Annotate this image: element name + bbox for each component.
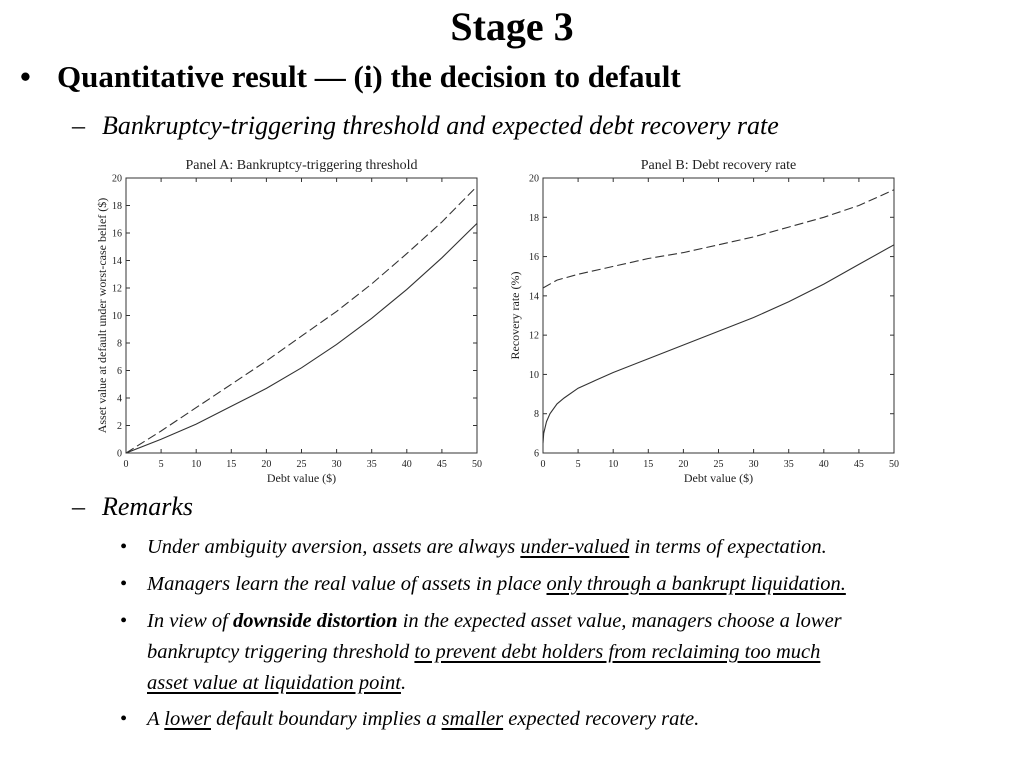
subheading-text: Bankruptcy-triggering threshold and expected debt recovery rate xyxy=(102,111,779,140)
y-tick-label: 14 xyxy=(529,291,539,303)
x-tick-label: 40 xyxy=(401,459,412,470)
y-tick-label: 6 xyxy=(534,448,539,460)
y-axis-label: Asset value at default under worst-case belief ($) xyxy=(95,197,109,434)
remarks-item xyxy=(72,491,193,523)
y-axis-label: Recovery rate (%) xyxy=(508,271,522,360)
y-tick-label: 8 xyxy=(117,338,122,350)
y-tick-label: 4 xyxy=(117,393,122,405)
bullet-icon: • xyxy=(20,59,31,94)
remarks-label: Remarks xyxy=(102,492,193,521)
y-tick-label: 12 xyxy=(529,330,539,342)
heading-bullet-item xyxy=(20,58,681,96)
remark-1-text: Under ambiguity aversion, assets are always xyxy=(147,536,521,558)
x-axis-label: Debt value ($) xyxy=(266,471,337,485)
x-tick-label: 30 xyxy=(748,459,759,470)
remark-item xyxy=(120,532,1020,563)
slide-title: Stage 3 xyxy=(450,4,574,49)
dash-icon: – xyxy=(72,492,85,521)
remark-4-underlined-smaller: smaller xyxy=(441,708,504,730)
y-tick-label: 10 xyxy=(529,369,539,381)
y-tick-label: 20 xyxy=(112,173,122,185)
x-tick-label: 30 xyxy=(331,459,342,470)
x-tick-label: 50 xyxy=(472,459,482,470)
x-tick-label: 15 xyxy=(643,459,654,470)
dashed-series-line xyxy=(126,186,477,453)
x-tick-label: 15 xyxy=(226,459,237,470)
remark-2-underlined: only through a bankrupt liquidation. xyxy=(546,573,846,595)
remark-3-bold: downside distortion xyxy=(232,610,398,632)
remark-item xyxy=(120,569,1020,600)
x-tick-label: 10 xyxy=(191,459,202,470)
x-tick-label: 5 xyxy=(575,459,581,470)
heading-text: Quantitative result — (i) the decision to default xyxy=(57,59,681,94)
remark-4-text-mid: default boundary implies a xyxy=(210,708,442,730)
remark-3-text-line2: bankruptcy triggering threshold xyxy=(147,641,415,663)
y-tick-label: 0 xyxy=(117,448,122,460)
y-tick-label: 16 xyxy=(529,252,539,264)
x-tick-label: 20 xyxy=(678,459,689,470)
plot-frame xyxy=(126,178,477,453)
x-axis-label: Debt value ($) xyxy=(683,471,754,485)
x-tick-label: 20 xyxy=(261,459,272,470)
solid-series-line xyxy=(126,223,477,453)
y-tick-label: 20 xyxy=(529,173,539,185)
bullet-icon: • xyxy=(120,708,128,730)
remark-4-text-end: expected recovery rate. xyxy=(503,708,700,730)
subheading-item xyxy=(72,110,779,142)
plot-frame xyxy=(543,178,894,453)
x-tick-label: 10 xyxy=(608,459,619,470)
remark-1-underlined: under-valued xyxy=(520,536,630,558)
y-tick-label: 6 xyxy=(117,366,122,377)
y-tick-label: 2 xyxy=(117,421,122,432)
x-tick-label: 5 xyxy=(158,459,164,470)
chart-title: Panel B: Debt recovery rate xyxy=(640,158,797,173)
y-tick-label: 14 xyxy=(112,256,122,267)
bullet-icon: • xyxy=(120,573,128,595)
remark-2-text: Managers learn the real value of assets in place xyxy=(147,573,547,595)
y-tick-label: 18 xyxy=(112,201,122,212)
x-tick-label: 45 xyxy=(436,459,447,470)
y-tick-label: 10 xyxy=(112,311,122,322)
panel-a-chart xyxy=(90,148,490,493)
x-tick-label: 40 xyxy=(818,459,829,470)
y-tick-label: 8 xyxy=(534,409,539,421)
x-tick-label: 35 xyxy=(783,459,794,470)
remark-item xyxy=(120,606,1020,699)
x-tick-label: 35 xyxy=(366,459,377,470)
y-tick-label: 18 xyxy=(529,212,539,224)
remark-3-text: In view of xyxy=(147,610,233,632)
remark-3-underlined: to prevent debt holders from reclaiming too much xyxy=(414,641,821,663)
remark-3-underlined-line3: asset value at liquidation point xyxy=(147,672,401,694)
dashed-series-line xyxy=(543,190,894,288)
remark-4-text: A xyxy=(147,708,165,730)
chart-title: Panel A: Bankruptcy-triggering threshold xyxy=(185,158,418,173)
x-tick-label: 25 xyxy=(713,459,724,470)
y-tick-label: 12 xyxy=(112,283,122,295)
bullet-icon: • xyxy=(120,610,128,632)
panel-b-chart xyxy=(505,148,905,493)
x-tick-label: 50 xyxy=(889,459,899,470)
remark-4-underlined-lower: lower xyxy=(164,708,211,730)
x-tick-label: 0 xyxy=(540,459,546,470)
remark-3-text-mid: in the expected asset value, managers choose a lower xyxy=(397,610,842,632)
remark-1-text-end: in terms of expectation. xyxy=(629,536,827,558)
solid-series-line xyxy=(543,245,894,443)
x-tick-label: 25 xyxy=(296,459,307,470)
dash-icon: – xyxy=(72,111,85,140)
x-tick-label: 45 xyxy=(853,459,864,470)
bullet-icon: • xyxy=(120,536,128,558)
y-tick-label: 16 xyxy=(112,228,122,240)
remark-item xyxy=(120,704,1020,735)
x-tick-label: 0 xyxy=(123,459,129,470)
remark-3-period: . xyxy=(400,672,407,694)
